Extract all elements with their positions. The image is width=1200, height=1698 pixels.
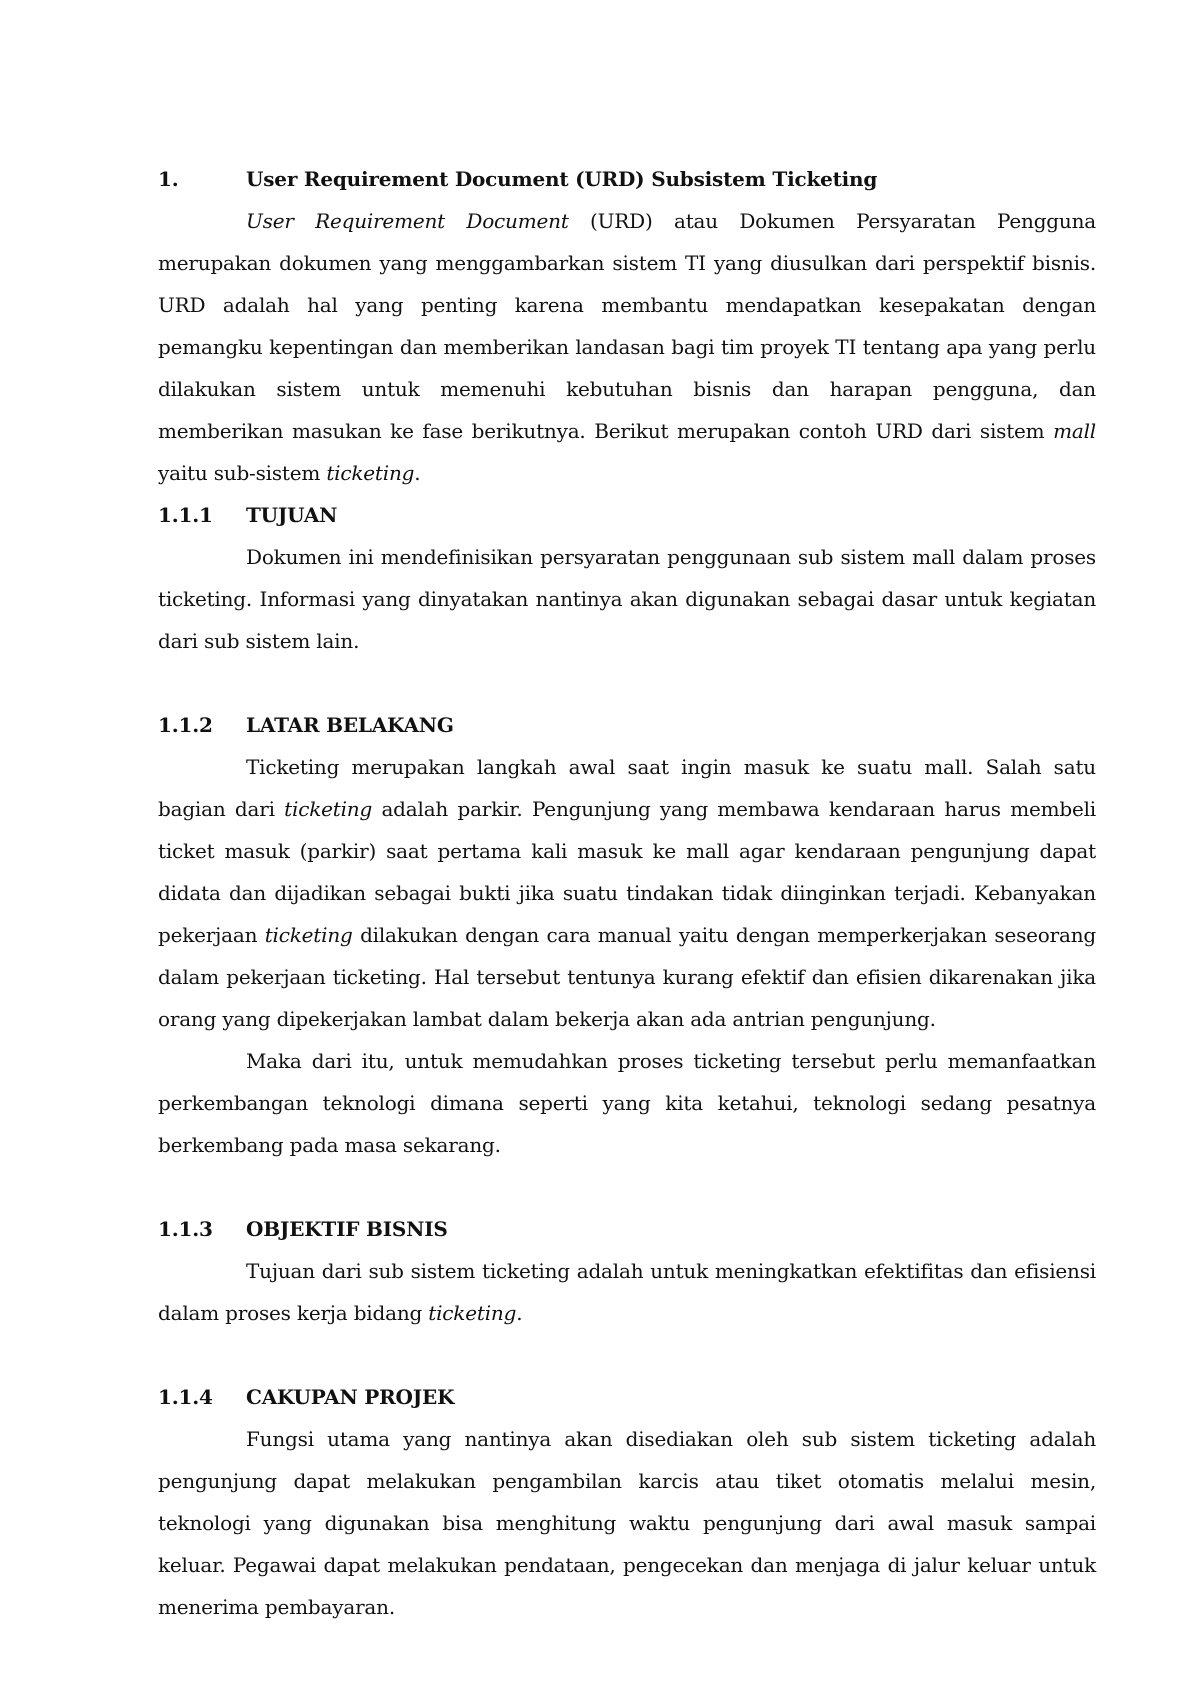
section-title: LATAR BELAKANG bbox=[246, 713, 454, 737]
spacer bbox=[158, 1166, 1096, 1208]
latar-text-c: dilakukan dengan cara manual yaitu dengan memperkerjakan seseorang dalam pekerjaan ticketing. Hal tersebut tentunya kurang efektif dan efisien dikarenakan jika orang yang dipekerjakan lambat dalam bekerja akan ada antrian pengunjung. bbox=[158, 923, 1096, 1031]
intro-ticketing: ticketing bbox=[326, 461, 415, 485]
objektif-text-b: . bbox=[516, 1301, 523, 1325]
section-title: CAKUPAN PROJEK bbox=[246, 1385, 455, 1409]
intro-term: User Requirement Document bbox=[246, 209, 569, 233]
section-heading-tujuan bbox=[158, 494, 1096, 536]
latar-ticketing-1: ticketing bbox=[284, 797, 373, 821]
objektif-ticketing: ticketing bbox=[428, 1301, 517, 1325]
intro-text-a: (URD) atau Dokumen Persyaratan Pengguna merupakan dokumen yang menggambarkan sistem TI yang diusulkan dari perspektif bisnis. URD adalah hal yang penting karena membantu mendapatkan kesepakatan dengan pemangku kepentingan dan memberikan landasan bagi tim proyek TI tentang apa yang perlu dilakukan sistem untuk memenuhi kebutuhan bisnis dan harapan pengguna, dan memberikan masukan ke fase berikutnya. Berikut merupakan contoh URD dari sistem bbox=[158, 209, 1096, 443]
objektif-paragraph bbox=[158, 1250, 1096, 1334]
section-number: 1.1.4 bbox=[158, 1385, 213, 1409]
section-number: 1.1.2 bbox=[158, 713, 213, 737]
intro-text-b: yaitu sub-sistem bbox=[158, 461, 327, 485]
document-body bbox=[158, 158, 1096, 1628]
spacer bbox=[158, 662, 1096, 704]
section-number: 1.1.3 bbox=[158, 1217, 213, 1241]
main-heading-title: User Requirement Document (URD) Subsistem Ticketing bbox=[246, 167, 878, 191]
tujuan-paragraph: Dokumen ini mendefinisikan persyaratan penggunaan sub sistem mall dalam proses ticketing. Informasi yang dinyatakan nantinya akan digunakan sebagai dasar untuk kegiatan dari sub sistem lain. bbox=[158, 545, 1096, 653]
section-title: OBJEKTIF BISNIS bbox=[246, 1217, 448, 1241]
section-heading-latar-belakang bbox=[158, 704, 1096, 746]
spacer bbox=[158, 1334, 1096, 1376]
intro-paragraph bbox=[158, 200, 1096, 494]
main-heading-number: 1. bbox=[158, 167, 179, 191]
latar-paragraph-1 bbox=[158, 746, 1096, 1040]
intro-mall: mall bbox=[1053, 419, 1096, 443]
intro-text-c: . bbox=[414, 461, 421, 485]
section-number: 1.1.1 bbox=[158, 503, 213, 527]
latar-ticketing-2: ticketing bbox=[264, 923, 353, 947]
cakupan-paragraph: Fungsi utama yang nantinya akan disediakan oleh sub sistem ticketing adalah pengunjung dapat melakukan pengambilan karcis atau tiket otomatis melalui mesin, teknologi yang digunakan bisa menghitung waktu pengunjung dari awal masuk sampai keluar. Pegawai dapat melakukan pendataan, pengecekan dan menjaga di jalur keluar untuk menerima pembayaran. bbox=[158, 1427, 1096, 1619]
latar-paragraph-2: Maka dari itu, untuk memudahkan proses ticketing tersebut perlu memanfaatkan perkembangan teknologi dimana seperti yang kita ketahui, teknologi sedang pesatnya berkembang pada masa sekarang. bbox=[158, 1049, 1096, 1157]
latar-text-b: adalah parkir. Pengunjung yang membawa kendaraan harus membeli ticket masuk (parkir) saat pertama kali masuk ke mall agar kendaraan pengunjung dapat didata dan dijadikan sebagai bukti jika suatu tindakan tidak diinginkan terjadi. Kebanyakan pekerjaan bbox=[158, 797, 1096, 947]
section-title: TUJUAN bbox=[246, 503, 338, 527]
latar-text-a: Ticketing merupakan langkah awal saat ingin masuk ke suatu mall. Salah satu bagian dari bbox=[158, 755, 1096, 821]
main-heading bbox=[158, 158, 1096, 200]
section-heading-objektif-bisnis bbox=[158, 1208, 1096, 1250]
section-heading-cakupan-projek bbox=[158, 1376, 1096, 1418]
objektif-text-a: Tujuan dari sub sistem ticketing adalah untuk meningkatkan efektifitas dan efisiensi dalam proses kerja bidang bbox=[158, 1259, 1096, 1325]
